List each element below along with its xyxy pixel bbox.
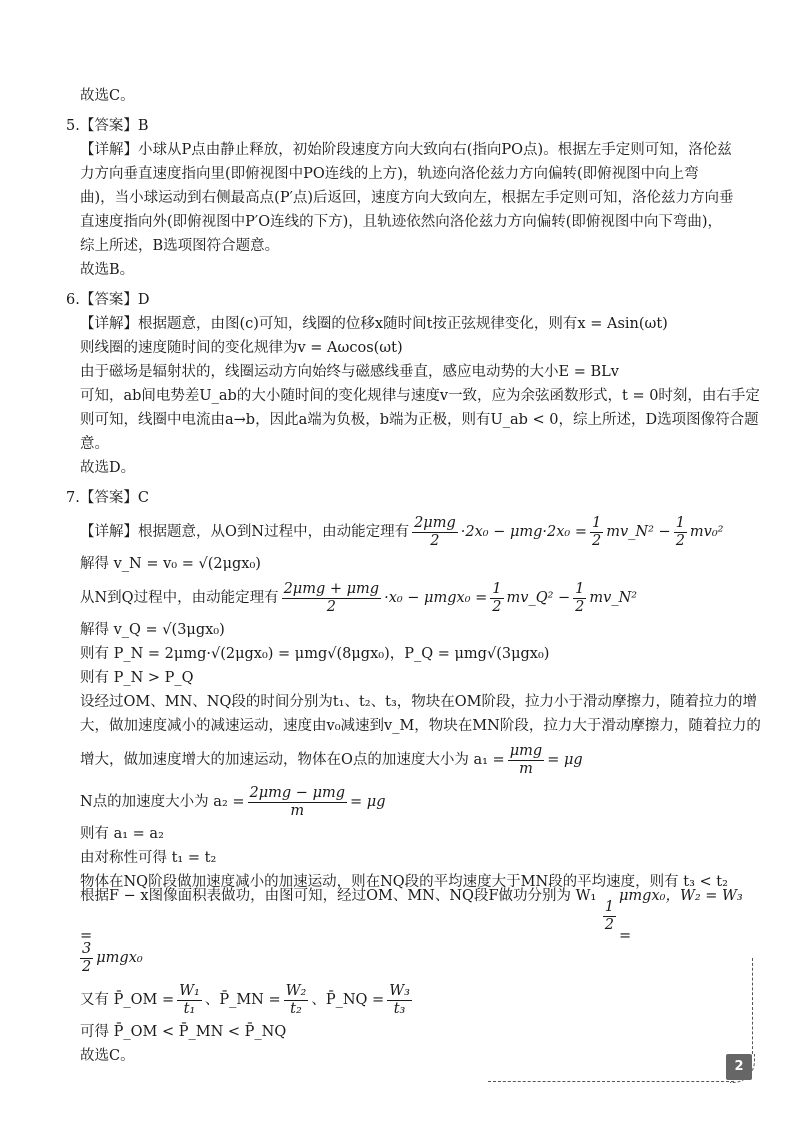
q6-line: 意。 bbox=[80, 436, 109, 452]
answer-document bbox=[66, 86, 761, 1070]
q7-energy-eq-2: 从N到Q过程中，由动能定理有 $\frac{\text{2μmg + μmg}}{2}$ ·x₀ − μmgx₀ = $\frac{1}{2}$ mv_Q² − $\frac{1}{2}$ mv_N² bbox=[80, 580, 638, 615]
q7-line: 则有 P_N = 2μmg·√(2μgx₀) = μmg√(8μgx₀)，P_Q = μmg√(3μgx₀) bbox=[80, 646, 550, 662]
q6-answer-heading: 6.【答案】D bbox=[66, 292, 150, 308]
q7-line: 物体在NQ阶段做加速度减小的加速运动，则在NQ段的平均速度大于MN段的平均速度，则有 t₃ < t₂ bbox=[80, 874, 728, 890]
fraction: $\frac{\text{2μmg}}{2}$ bbox=[414, 514, 456, 549]
q7-line: 设经过OM、MN、NQ段的时间分别为t₁、t₂、t₃，物块在OM阶段，拉力小于滑动摩擦力，随着拉力的增 bbox=[80, 694, 757, 710]
q7-average-power-eq: 又有 P̄_OM = $\frac{\text{W₁}}{\text{t₁}}$ 、P̄_MN = $\frac{\text{W₂}}{\text{t₂}}$ 、P̄_NQ = $\frac{\text{W₃}}{\text{t₃}}$ bbox=[80, 982, 410, 1017]
q5-line: 直速度指向外(即俯视图中P′O连线的下方)，且轨迹依然向洛伦兹力方向偏转(即俯视图中向下弯曲)， bbox=[80, 214, 723, 230]
q7-acceleration-n: N点的加速度大小为 a₂ = $\frac{\text{2μmg − μmg}}{m}$ = μg bbox=[80, 784, 386, 819]
q5-line: 【详解】小球从P点由静止释放，初始阶段速度方向大致向右(指向PO点)。根据左手定则可知，洛伦兹 bbox=[80, 142, 732, 158]
fraction: $\frac{1}{2}$ bbox=[575, 580, 585, 615]
q7-energy-eq-1: 【详解】根据题意，从O到N过程中，由动能定理有 $\frac{\text{2μmg}}{2}$ ·2x₀ − μmg·2x₀ = $\frac{1}{2}$ mv_N² − $\frac{1}{2}$ mv₀² bbox=[80, 514, 724, 549]
q6-conclusion: 故选D。 bbox=[80, 460, 136, 476]
fraction: $\frac{\text{W₂}}{\text{t₂}}$ bbox=[285, 982, 307, 1017]
fraction: $\frac{\text{W₃}}{\text{t₃}}$ bbox=[389, 982, 410, 1017]
fraction: $\frac{\text{2μmg + μmg}}{2}$ bbox=[283, 580, 380, 615]
q6-line: 则线圈的速度随时间的变化规律为v = Aωcos(ωt) bbox=[80, 340, 403, 356]
q5-line: 力方向垂直速度指向里(即俯视图中PO连线的上方)，轨迹向洛伦兹力方向偏转(即俯视图中向上弯 bbox=[80, 166, 699, 182]
q7-line: 大，做加速度减小的减速运动，速度由v₀减速到v_M，物块在MN阶段，拉力大于滑动摩擦力，随着拉力的 bbox=[80, 718, 761, 734]
q7-line: 由对称性可得 t₁ = t₂ bbox=[80, 850, 217, 866]
q5-line: 曲)，当小球运动到右侧最高点(P′点)后返回，速度方向大致向左，根据左手定则可知，洛伦兹力方向垂 bbox=[80, 190, 734, 206]
q7-conclusion: 故选C。 bbox=[80, 1048, 135, 1064]
q6-line: 则可知，线圈中电流由a→b，因此a端为负极，b端为正极，则有U_ab < 0，综上所述，D选项图像符合题 bbox=[80, 412, 759, 428]
q7-line: 解得 v_N = v₀ = √(2μgx₀) bbox=[80, 556, 261, 572]
q4-conclusion: 故选C。 bbox=[80, 88, 135, 104]
fraction: $\frac{\text{2μmg − μmg}}{m}$ bbox=[249, 784, 346, 819]
fraction: $\frac{3}{2}$ bbox=[82, 940, 92, 975]
q7-line: 则有 a₁ = a₂ bbox=[80, 826, 164, 842]
fraction: $\frac{1}{2}$ bbox=[675, 514, 685, 549]
fraction: $\frac{1}{2}$ bbox=[592, 514, 602, 549]
page-number: 2 bbox=[726, 1054, 752, 1080]
q7-line: 解得 v_Q = √(3μgx₀) bbox=[80, 622, 225, 638]
q7-work-eq: 根据F − x图像面积表做功，由图可知，经过OM、MN、NQ段F做功分别为 W₁ = $\frac{1}{2}$ μmgx₀，W₂ = W₃ = bbox=[80, 888, 743, 944]
q5-conclusion: 故选B。 bbox=[80, 262, 135, 278]
fraction: $\frac{1}{2}$ bbox=[492, 580, 502, 615]
page-bottom-dashed-border bbox=[488, 1081, 734, 1082]
q7-acceleration-o: 增大，做加速度增大的加速运动，物体在O点的加速度大小为 a₁ = $\frac{\text{μmg}}{m}$ = μg bbox=[80, 742, 583, 777]
q6-line: 【详解】根据题意，由图(c)可知，线圈的位移x随时间t按正弦规律变化，则有x = Asin(ωt) bbox=[80, 316, 668, 332]
q6-line: 由于磁场是辐射状的，线圈运动方向始终与磁感线垂直，感应电动势的大小E = BLv bbox=[80, 364, 619, 380]
fraction: $\frac{\text{μmg}}{m}$ bbox=[509, 742, 543, 777]
q7-line: 则有 P_N > P_Q bbox=[80, 670, 194, 686]
q5-line: 综上所述，B选项图符合题意。 bbox=[80, 238, 280, 254]
q5-answer-heading: 5.【答案】B bbox=[66, 118, 149, 134]
q7-line: 可得 P̄_OM < P̄_MN < P̄_NQ bbox=[80, 1024, 287, 1040]
q7-work-eq-cont: $\frac{3}{2}$ μmgx₀ bbox=[82, 940, 143, 975]
q6-line: 可知，ab间电势差U_ab的大小随时间的变化规律与速度v一致，应为余弦函数形式，t = 0时刻，由右手定 bbox=[80, 388, 760, 404]
q7-answer-heading: 7.【答案】C bbox=[66, 490, 149, 506]
page-corner-dashed-border bbox=[752, 958, 753, 1054]
fraction: $\frac{1}{2}$ bbox=[604, 898, 614, 933]
fraction: $\frac{\text{W₁}}{\text{t₁}}$ bbox=[179, 982, 200, 1017]
